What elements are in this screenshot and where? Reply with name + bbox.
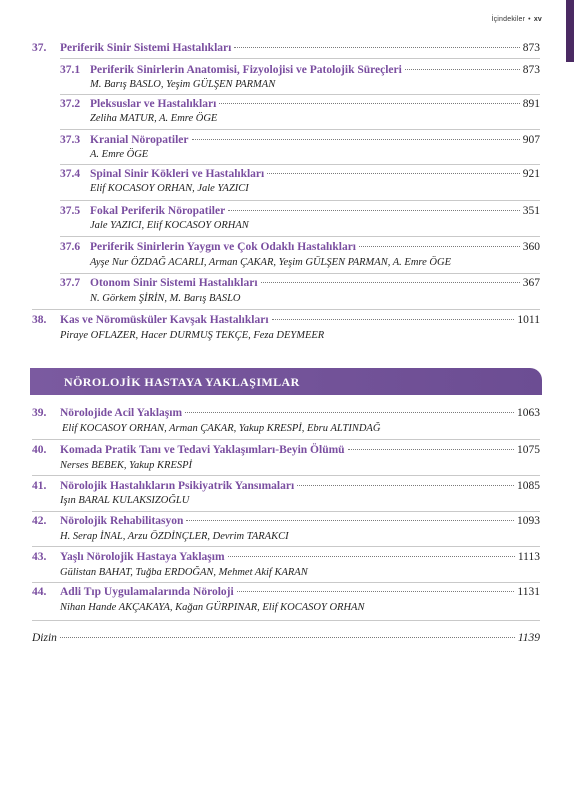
chapter-number: 39. — [32, 407, 47, 419]
page-number: 1093 — [517, 515, 540, 527]
divider — [32, 475, 540, 476]
leader-dots — [237, 591, 515, 592]
chapter-number: 41. — [32, 480, 47, 492]
leader-dots — [186, 520, 514, 521]
subchapter-number: 37.3 — [60, 134, 81, 146]
authors: Elif KOCASOY ORHAN, Jale YAZICI — [90, 183, 249, 194]
authors: Nihan Hande AKÇAKAYA, Kağan GÜRPINAR, Elif KOCASOY ORHAN — [60, 602, 365, 613]
toc-entry-37-6[interactable] — [60, 241, 540, 253]
divider — [32, 620, 540, 621]
subchapter-number: 37.2 — [60, 98, 81, 110]
chapter-number: 42. — [32, 515, 47, 527]
toc-entry-37-4[interactable] — [60, 168, 540, 180]
page-number: 1131 — [517, 586, 540, 598]
chapter-title: Komada Pratik Tanı ve Tedavi Yaklaşımları-Beyin Ölümü — [60, 444, 345, 456]
page-number: 1011 — [517, 314, 540, 326]
authors: Piraye OFLAZER, Hacer DURMUŞ TEKÇE, Feza DEYMEER — [60, 330, 325, 341]
page-number: 873 — [522, 42, 540, 54]
page-number: 873 — [522, 64, 540, 76]
section-title: NÖROLOJİK HASTAYA YAKLAŞIMLAR — [64, 375, 300, 389]
subchapter-title: Periferik Sinirlerin Yaygın ve Çok Odaklı Hastalıkları — [90, 241, 356, 253]
toc-entry-43[interactable] — [32, 551, 540, 563]
authors: H. Serap İNAL, Arzu ÖZDİNÇLER, Devrim TARAKCI — [60, 531, 289, 542]
toc-entry-42[interactable] — [32, 515, 540, 527]
subchapter-number: 37.1 — [60, 64, 81, 76]
authors: Nerses BEBEK, Yakup KRESPİ — [60, 460, 193, 471]
header-separator: • — [528, 16, 531, 23]
authors: M. Barış BASLO, Yeşim GÜLŞEN PARMAN — [90, 79, 276, 90]
toc-entry-40[interactable] — [32, 444, 540, 456]
leader-dots — [272, 319, 515, 320]
chapter-title: Nörolojide Acil Yaklaşım — [60, 407, 183, 419]
divider — [32, 439, 540, 440]
leader-dots — [267, 173, 520, 174]
chapter-number: 40. — [32, 444, 47, 456]
authors: Gülistan BAHAT, Tuğba ERDOĞAN, Mehmet Akif KARAN — [60, 567, 308, 578]
subchapter-title: Fokal Periferik Nöropatiler — [90, 205, 226, 217]
toc-entry-37-2[interactable] — [60, 98, 540, 110]
leader-dots — [297, 485, 514, 486]
chapter-title: Nörolojik Hastalıkların Psikiyatrik Yansımaları — [60, 480, 295, 492]
page-number: 1085 — [517, 480, 540, 492]
page-number: 1139 — [517, 632, 540, 644]
section-banner — [30, 368, 542, 395]
divider — [32, 511, 540, 512]
chapter-title: Nörolojik Rehabilitasyon — [60, 515, 184, 527]
toc-entry-37-5[interactable] — [60, 205, 540, 217]
running-header — [491, 16, 542, 23]
authors: Jale YAZICI, Elif KOCASOY ORHAN — [90, 220, 249, 231]
page-number: 360 — [522, 241, 540, 253]
page-number: 921 — [522, 168, 540, 180]
divider — [32, 546, 540, 547]
chapter-title: Periferik Sinir Sistemi Hastalıkları — [60, 42, 232, 54]
toc-entry-38[interactable] — [32, 314, 540, 326]
page-number: 891 — [522, 98, 540, 110]
toc-entry-41[interactable] — [32, 480, 540, 492]
toc-entry-37[interactable] — [32, 42, 540, 54]
leader-dots — [228, 210, 520, 211]
chapter-number: 37. — [32, 42, 47, 54]
leader-dots — [185, 412, 514, 413]
toc-entry-37-7[interactable] — [60, 277, 540, 289]
header-section: İçindekiler — [491, 16, 526, 23]
subchapter-title: Periferik Sinirlerin Anatomisi, Fizyolojisi ve Patolojik Süreçleri — [90, 64, 402, 76]
leader-dots — [234, 47, 519, 48]
leader-dots — [228, 556, 515, 557]
leader-dots — [359, 246, 520, 247]
divider — [60, 58, 540, 59]
subchapter-title: Kranial Nöropatiler — [90, 134, 189, 146]
divider — [60, 164, 540, 165]
toc-entry-39[interactable] — [32, 407, 540, 419]
toc-entry-37-3[interactable] — [60, 134, 540, 146]
authors: Ayşe Nur ÖZDAĞ ACARLI, Arman ÇAKAR, Yeşim GÜLŞEN PARMAN, A. Emre ÖGE — [90, 257, 451, 268]
subchapter-title: Spinal Sinir Kökleri ve Hastalıkları — [90, 168, 265, 180]
divider — [60, 129, 540, 130]
page-number: 1075 — [517, 444, 540, 456]
authors: N. Görkem ŞİRİN, M. Barış BASLO — [90, 293, 241, 304]
page-number: 1113 — [517, 551, 540, 563]
subchapter-number: 37.5 — [60, 205, 81, 217]
chapter-title: Yaşlı Nörolojik Hastaya Yaklaşım — [60, 551, 225, 563]
divider — [32, 309, 540, 310]
subchapter-number: 37.4 — [60, 168, 81, 180]
toc-entry-37-1[interactable] — [60, 64, 540, 76]
page-number: 907 — [522, 134, 540, 146]
chapter-title: Kas ve Nöromüsküler Kavşak Hastalıkları — [60, 314, 269, 326]
page-number: 351 — [522, 205, 540, 217]
toc-entry-44[interactable] — [32, 586, 540, 598]
divider — [60, 94, 540, 95]
divider — [60, 273, 540, 274]
edge-tab — [566, 0, 574, 62]
divider — [32, 582, 540, 583]
leader-dots — [405, 69, 520, 70]
leader-dots — [261, 282, 520, 283]
page-number: 1063 — [517, 407, 540, 419]
divider — [60, 236, 540, 237]
chapter-title: Adli Tıp Uygulamalarında Nöroloji — [60, 586, 234, 598]
chapter-number: 44. — [32, 586, 47, 598]
leader-dots — [219, 103, 519, 104]
leader-dots — [348, 449, 514, 450]
subchapter-number: 37.7 — [60, 277, 81, 289]
subchapter-number: 37.6 — [60, 241, 81, 253]
leader-dots — [192, 139, 520, 140]
authors: A. Emre ÖGE — [90, 149, 149, 160]
page-number: 367 — [522, 277, 540, 289]
leader-dots — [60, 637, 515, 638]
header-page-number: xv — [533, 16, 542, 23]
authors: Işın BARAL KULAKSIZOĞLU — [60, 495, 190, 506]
toc-entry-index[interactable] — [32, 632, 540, 644]
subchapter-title: Pleksuslar ve Hastalıkları — [90, 98, 217, 110]
subchapter-title: Otonom Sinir Sistemi Hastalıkları — [90, 277, 258, 289]
chapter-number: 38. — [32, 314, 47, 326]
authors: Zeliha MATUR, A. Emre ÖGE — [90, 113, 218, 124]
chapter-number: 43. — [32, 551, 47, 563]
authors: Elif KOCASOY ORHAN, Arman ÇAKAR, Yakup KRESPİ, Ebru ALTINDAĞ — [62, 423, 381, 434]
divider — [60, 200, 540, 201]
index-title: Dizin — [32, 632, 57, 644]
